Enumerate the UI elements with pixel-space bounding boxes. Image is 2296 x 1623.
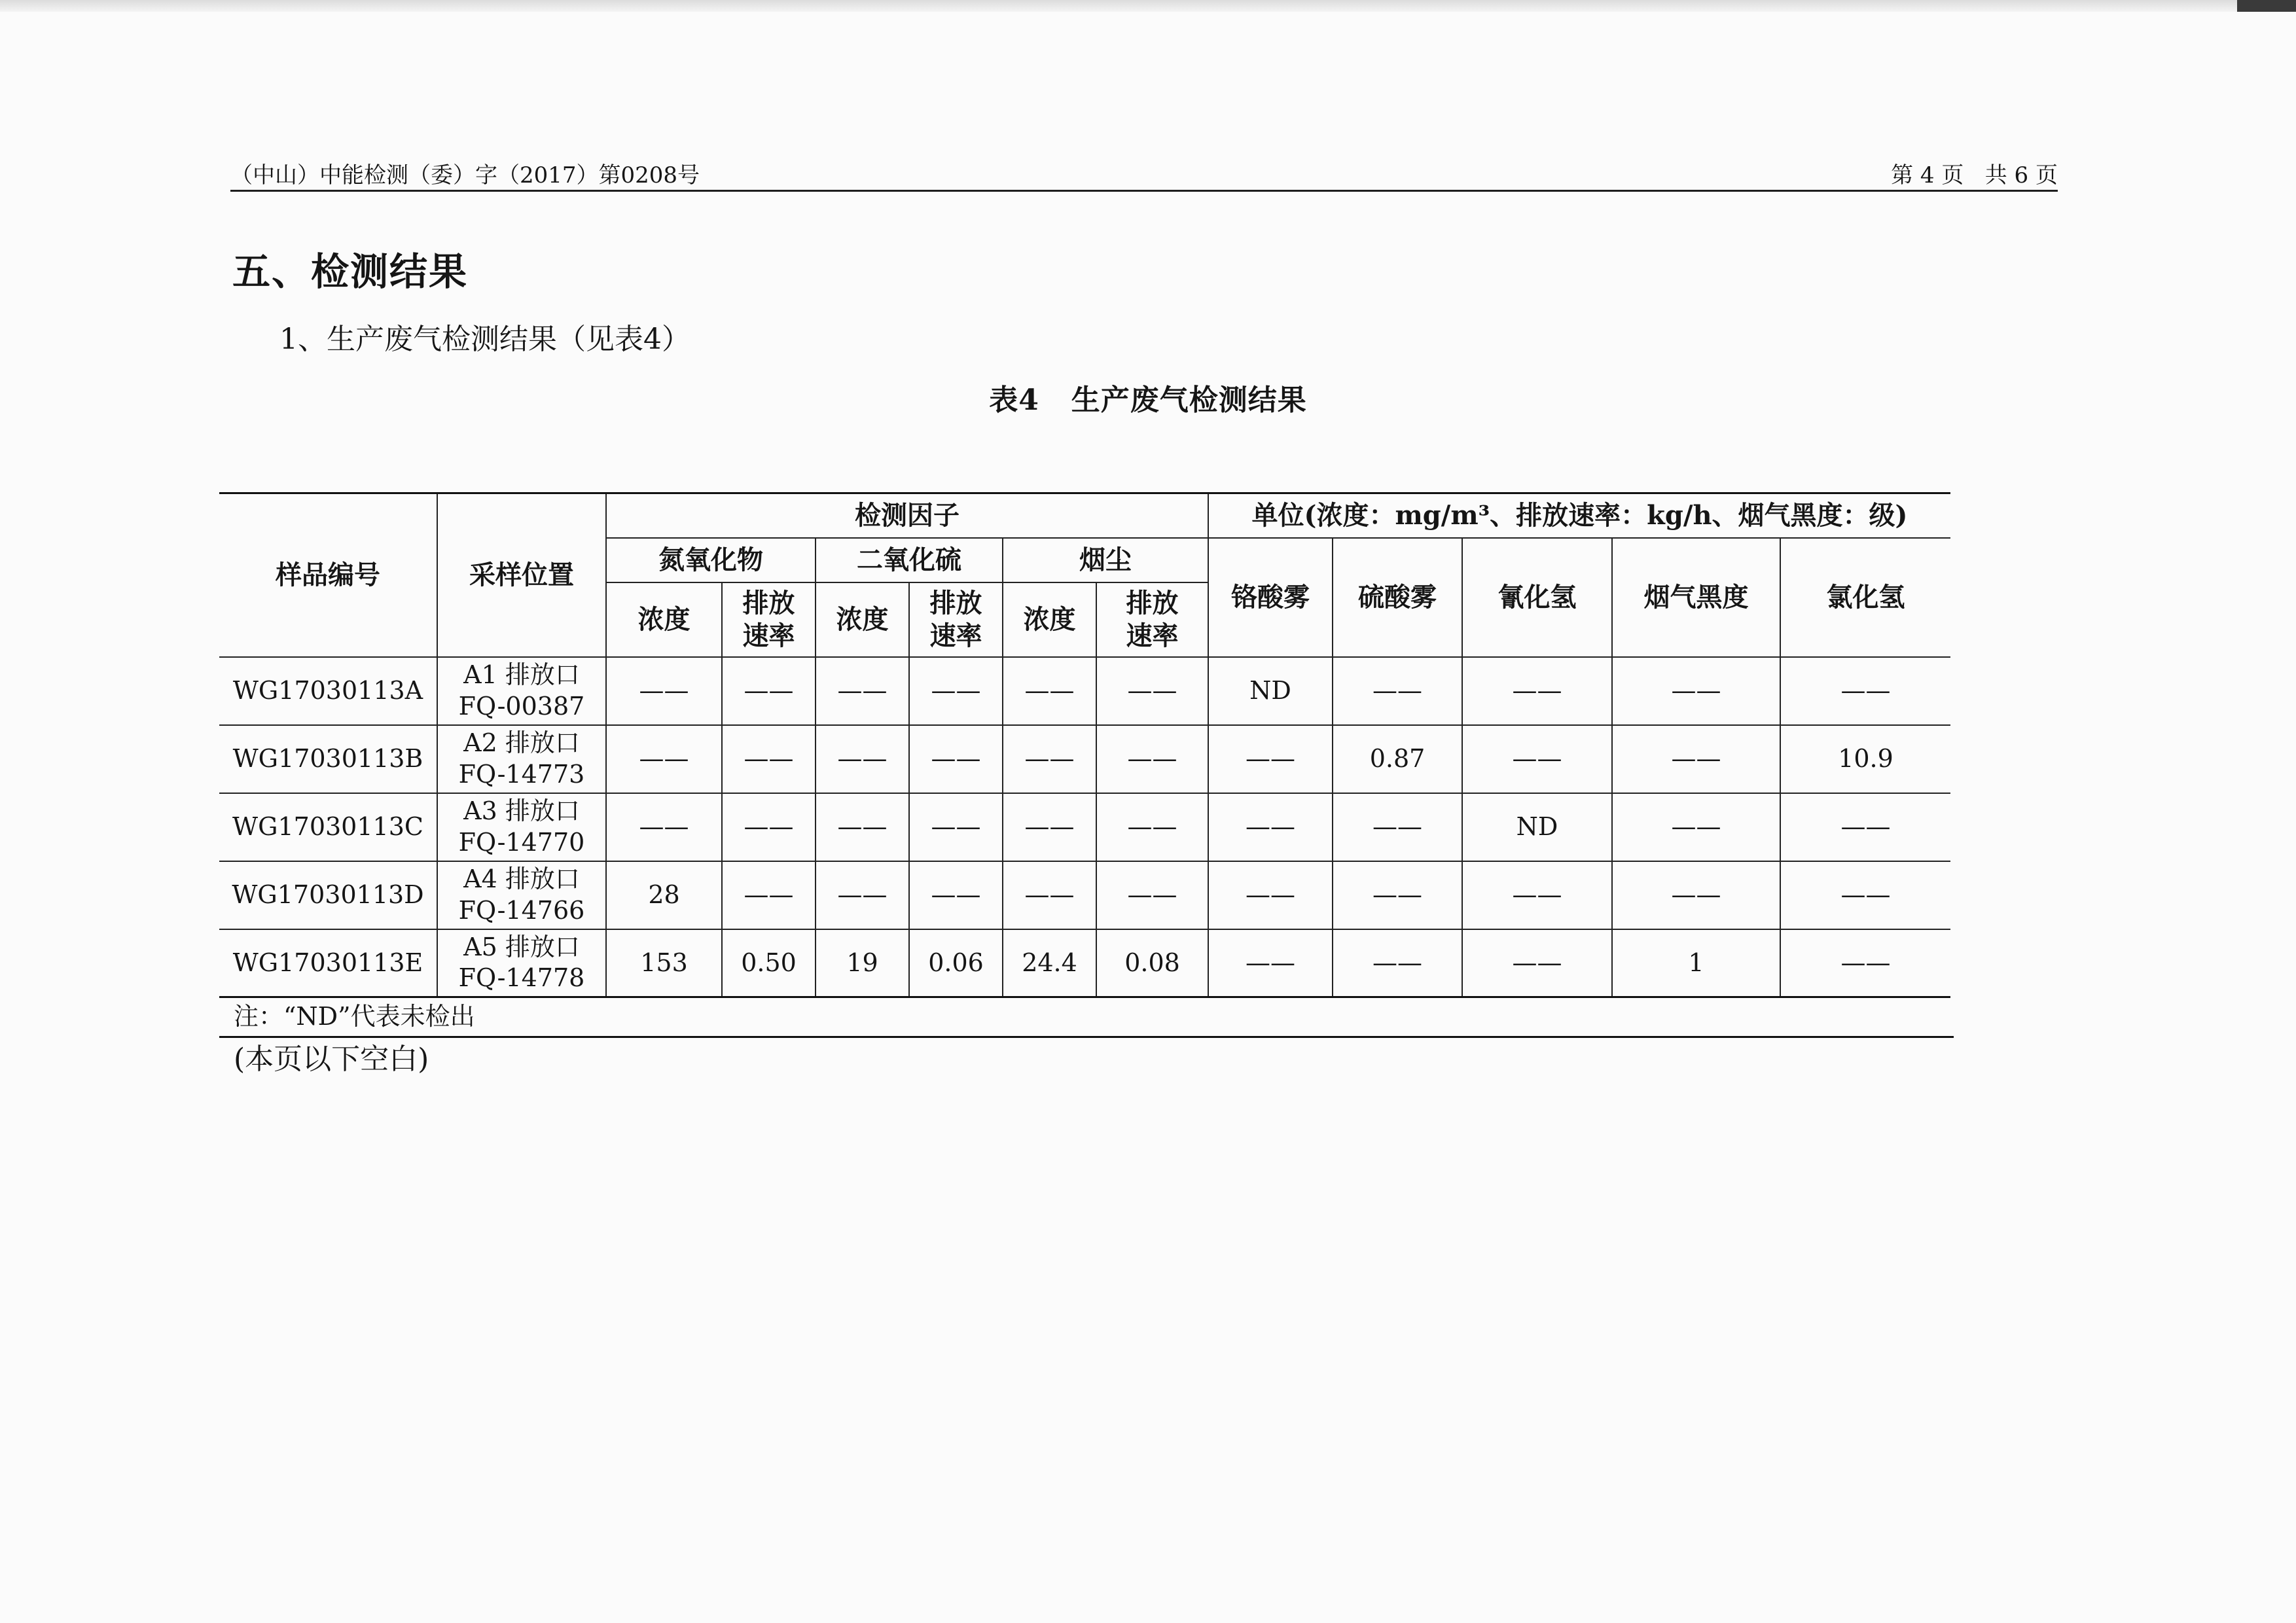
nox-conc-header: 浓度	[606, 582, 722, 657]
value-cell: ——	[1333, 793, 1462, 861]
value-cell: 24.4	[1003, 929, 1096, 997]
value-cell: 153	[606, 929, 722, 997]
table-row	[219, 657, 1950, 725]
value-cell: 0.08	[1096, 929, 1208, 997]
sample-id: WG17030113A	[219, 657, 437, 725]
subsection-title: 1、生产废气检测结果（见表4）	[279, 323, 691, 356]
value-cell: ——	[1096, 793, 1208, 861]
sample-location: A1 排放口 FQ-00387	[437, 657, 606, 725]
value-cell: ——	[1208, 929, 1333, 997]
value-cell: 1	[1612, 929, 1780, 997]
value-cell: ——	[1780, 861, 1950, 929]
value-cell: ——	[1003, 861, 1096, 929]
page-info: 第 4 页 共 6 页	[1891, 162, 2058, 188]
value-cell: ——	[1462, 657, 1612, 725]
value-cell: ——	[722, 657, 816, 725]
value-cell: ——	[1612, 793, 1780, 861]
value-cell: ——	[909, 793, 1003, 861]
value-cell: ——	[1003, 793, 1096, 861]
col-chromic-mist: 铬酸雾	[1208, 538, 1333, 657]
value-cell: ——	[816, 725, 909, 793]
value-cell: ——	[1208, 725, 1333, 793]
page-header	[230, 157, 2058, 189]
sample-location: A5 排放口 FQ-14778	[437, 929, 606, 997]
table-row	[219, 929, 1950, 997]
group-dust: 烟尘	[1003, 538, 1208, 582]
value-cell: ——	[722, 793, 816, 861]
document-number: （中山）中能检测（委）字（2017）第0208号	[230, 162, 700, 188]
group-so2: 二氧化硫	[816, 538, 1003, 582]
col-hcl: 氯化氢	[1780, 538, 1950, 657]
results-table-container	[219, 492, 1950, 998]
value-cell: ——	[1462, 725, 1612, 793]
value-cell: ——	[1208, 861, 1333, 929]
value-cell: 0.06	[909, 929, 1003, 997]
section-title: 五、检测结果	[232, 249, 469, 294]
group-nox: 氮氧化物	[606, 538, 816, 582]
value-cell: ——	[909, 657, 1003, 725]
value-cell: 28	[606, 861, 722, 929]
nox-rate-header: 排放 速率	[722, 582, 816, 657]
value-cell: ——	[1780, 657, 1950, 725]
value-cell: ——	[909, 861, 1003, 929]
sample-location: A3 排放口 FQ-14770	[437, 793, 606, 861]
header-rule	[230, 190, 2058, 192]
value-cell: ND	[1208, 657, 1333, 725]
header-row-1	[219, 493, 1950, 538]
value-cell: ——	[606, 793, 722, 861]
value-cell: ——	[1462, 861, 1612, 929]
value-cell: ——	[1462, 929, 1612, 997]
value-cell: ——	[1333, 861, 1462, 929]
dust-conc-header: 浓度	[1003, 582, 1096, 657]
sample-id: WG17030113C	[219, 793, 437, 861]
value-cell: ——	[1096, 861, 1208, 929]
value-cell: ——	[1612, 861, 1780, 929]
results-table	[219, 492, 1950, 998]
table-title: 表4 生产废气检测结果	[989, 383, 1307, 417]
value-cell: ——	[1780, 793, 1950, 861]
value-cell: ——	[1780, 929, 1950, 997]
col-location: 采样位置	[437, 493, 606, 657]
value-cell: ——	[606, 725, 722, 793]
col-smoke-blackness: 烟气黑度	[1612, 538, 1780, 657]
value-cell: ——	[1096, 725, 1208, 793]
footnote-row	[219, 996, 1954, 1038]
value-cell: ——	[722, 725, 816, 793]
sample-id: WG17030113B	[219, 725, 437, 793]
table-row	[219, 861, 1950, 929]
value-cell: ——	[1003, 725, 1096, 793]
col-hcn: 氰化氢	[1462, 538, 1612, 657]
sample-location: A2 排放口 FQ-14773	[437, 725, 606, 793]
value-cell: ——	[606, 657, 722, 725]
value-cell: ——	[909, 725, 1003, 793]
col-sulfuric-mist: 硫酸雾	[1333, 538, 1462, 657]
value-cell: ND	[1462, 793, 1612, 861]
value-cell: 0.87	[1333, 725, 1462, 793]
dust-rate-header: 排放 速率	[1096, 582, 1208, 657]
sample-id: WG17030113D	[219, 861, 437, 929]
value-cell: ——	[1208, 793, 1333, 861]
value-cell: 19	[816, 929, 909, 997]
col-sample-id: 样品编号	[219, 493, 437, 657]
sample-id: WG17030113E	[219, 929, 437, 997]
value-cell: ——	[1612, 657, 1780, 725]
value-cell: ——	[722, 861, 816, 929]
value-cell: 10.9	[1780, 725, 1950, 793]
table-row	[219, 793, 1950, 861]
so2-conc-header: 浓度	[816, 582, 909, 657]
scan-corner-shadow	[2237, 0, 2296, 12]
value-cell: ——	[1333, 929, 1462, 997]
value-cell: ——	[1003, 657, 1096, 725]
unit-label: 单位(浓度：mg/m³、排放速率：kg/h、烟气黑度：级)	[1208, 493, 1950, 538]
value-cell: ——	[1612, 725, 1780, 793]
scan-top-edge	[0, 0, 2296, 12]
value-cell: ——	[1333, 657, 1462, 725]
table-row	[219, 725, 1950, 793]
so2-rate-header: 排放 速率	[909, 582, 1003, 657]
value-cell: ——	[816, 793, 909, 861]
footnote: 注：“ND”代表未检出	[234, 1002, 475, 1031]
value-cell: ——	[1096, 657, 1208, 725]
sample-location: A4 排放口 FQ-14766	[437, 861, 606, 929]
value-cell: 0.50	[722, 929, 816, 997]
value-cell: ——	[816, 657, 909, 725]
factor-label: 检测因子	[606, 493, 1208, 538]
value-cell: ——	[816, 861, 909, 929]
blank-page-note: (本页以下空白)	[234, 1043, 429, 1076]
